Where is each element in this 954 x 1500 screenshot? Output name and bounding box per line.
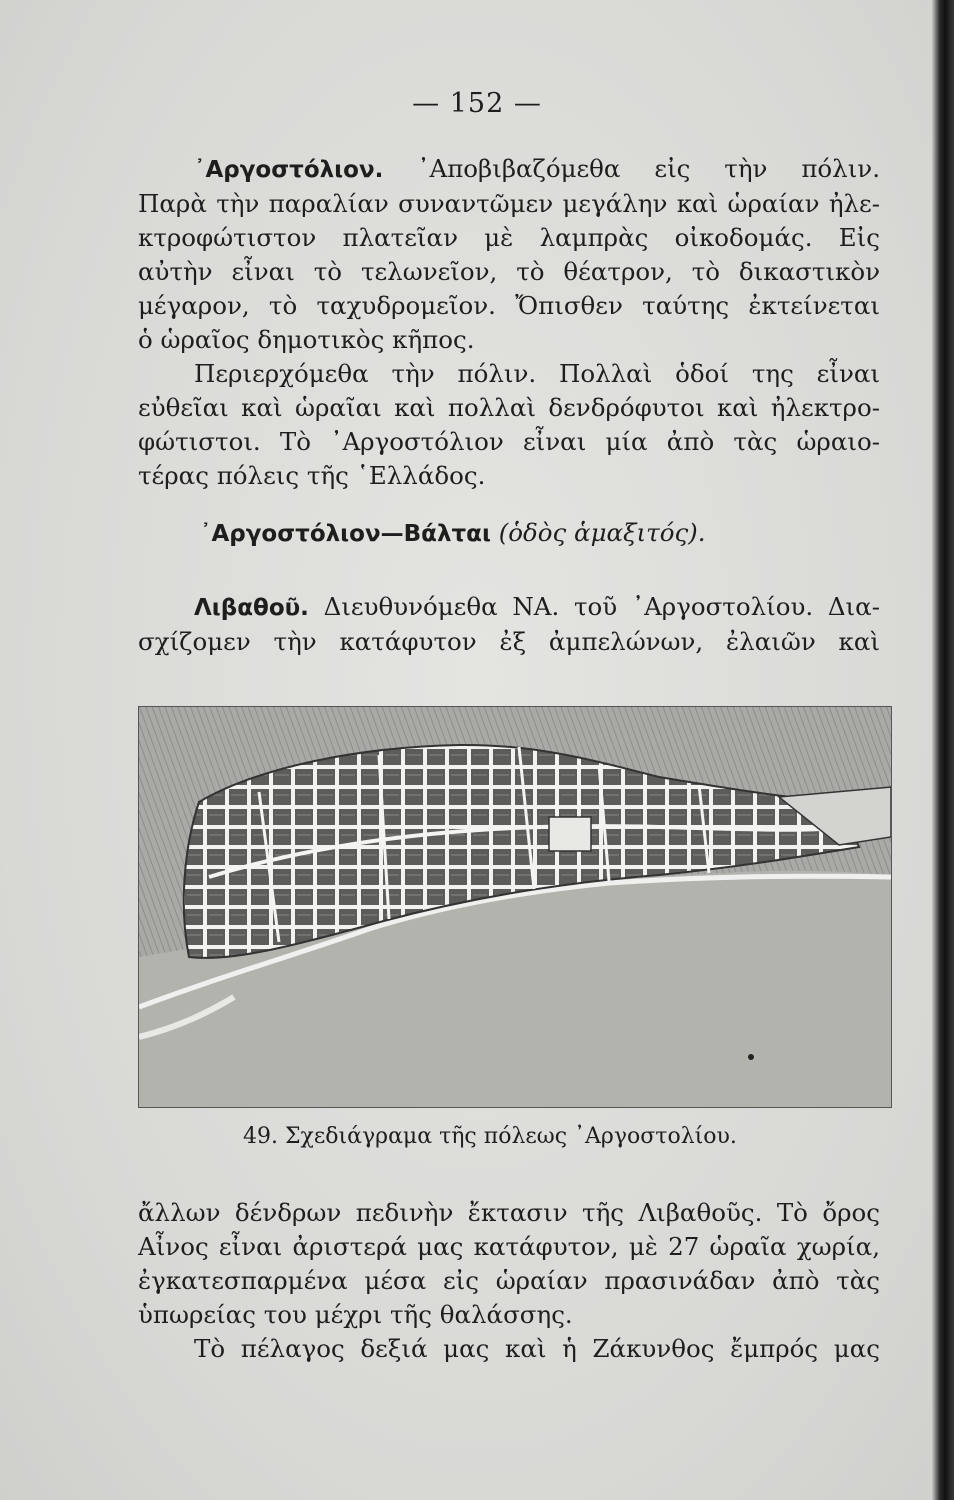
text-line: σχίζομεν τὴν κατάφυτον ἐξ ἀμπελώνων, ἐλαιῶν καὶ <box>138 627 880 656</box>
route-type: (ὁδὸς ἁμαξιτός). <box>490 518 706 547</box>
page-number: — 152 — <box>412 88 542 119</box>
text-line: ᾿Αργοστόλιον. ᾿Αποβιβαζόμεθα εἰς τὴν πόλιν. <box>194 154 880 183</box>
section-heading-livathou: Λιβαθοῦ. <box>194 595 309 621</box>
text-line: ἐγκατεσπαρμένα μέσα εἰς ὡραίαν πρασινάδαν ἀπὸ τὰς <box>138 1266 880 1295</box>
city-plan-map <box>139 707 891 1107</box>
route-heading <box>200 518 706 547</box>
paragraph-argostoli <box>138 152 880 493</box>
text-line: αὐτὴν εἶναι τὸ τελωνεῖον, τὸ θέατρον, τὸ δικαστικὸν <box>138 257 880 286</box>
text-line: Παρὰ τὴν παραλίαν συναντῶμεν μεγάλην καὶ ὡραίαν ἠλε- <box>138 189 880 218</box>
text-line: ὑπωρείας του μέχρι τῆς θαλάσσης. <box>138 1300 573 1329</box>
text-line: Περιερχόμεθα τὴν πόλιν. Πολλαὶ ὁδοί της εἶναι <box>194 359 880 388</box>
text-line: Αἶνος εἶναι ἀριστερά μας κατάφυτον, μὲ 27 ὡραῖα χωρία, <box>138 1232 880 1261</box>
text-line: μέγαρον, τὸ ταχυδρομεῖον. Ὄπισθεν ταύτης ἐκτείνεται <box>138 291 880 320</box>
figure-caption: 49. Σχεδιάγραμα τῆς πόλεως ᾿Αργοστολίου. <box>243 1124 737 1149</box>
text-line: τέρας πόλεις τῆς ῾Ελλάδος. <box>138 461 486 490</box>
paragraph-livathou <box>138 590 880 659</box>
text-line: Τὸ πέλαγος δεξιά μας καὶ ἡ Ζάκυνθος ἔμπρός μας <box>194 1334 880 1363</box>
city-plan-figure <box>138 706 892 1108</box>
text-line: ὁ ὡραῖος δημοτικὸς κῆπος. <box>138 325 475 354</box>
text-line: κτροφώτιστον πλατεῖαν μὲ λαμπρὰς οἰκοδομάς. Εἰς <box>138 223 880 252</box>
page-edge-shadow <box>932 0 954 1500</box>
section-heading-argostoli: ᾿Αργοστόλιον. <box>194 157 384 183</box>
text-line: Λιβαθοῦ. Διευθυνόμεθα ΝΑ. τοῦ ᾿Αργοστολίου. Δια- <box>194 592 880 621</box>
text-line: φώτιστοι. Τὸ ᾿Αργοστόλιον εἶναι μία ἀπὸ τὰς ὡραιο- <box>138 427 880 456</box>
route-name: ᾿Αργοστόλιον—Βάλται <box>200 521 491 547</box>
text-line: ἄλλων δένδρων πεδινὴν ἔκτασιν τῆς Λιβαθοῦς. Τὸ ὄρος <box>138 1198 880 1227</box>
paragraph-continued <box>138 1196 880 1366</box>
text-line: εὐθεῖαι καὶ ὡραῖαι καὶ πολλαὶ δενδρόφυτοι καὶ ἠλεκτρο- <box>138 393 880 422</box>
